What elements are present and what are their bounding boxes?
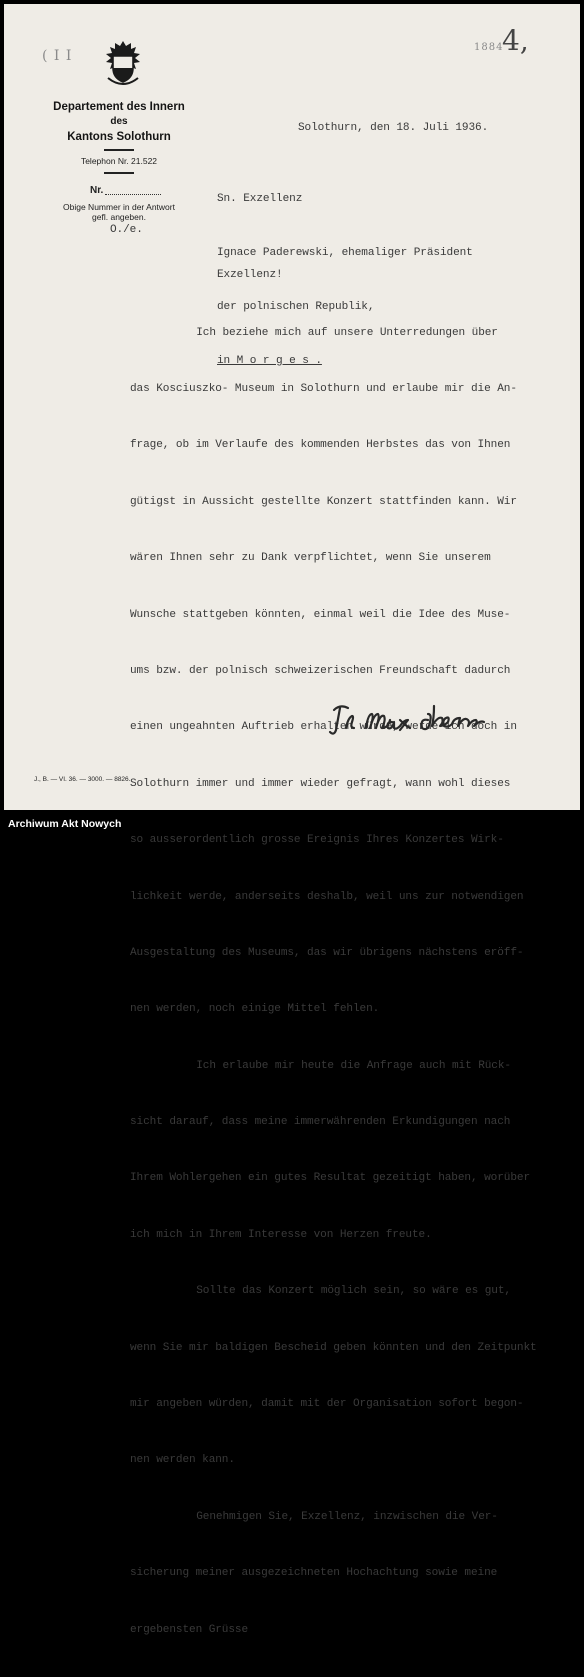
body-line: Ausgestaltung des Museums, das wir übrigens nächstens eröff- xyxy=(130,946,524,959)
dept-name-line1: Departement des Innern xyxy=(53,101,185,113)
body-line: sicherung meiner ausgezeichneten Hochachtung sowie meine xyxy=(130,1567,498,1580)
body-line: nen werden, noch einige Mittel fehlen. xyxy=(130,1003,380,1016)
recipient-line: der polnischen Republik, xyxy=(217,301,375,313)
reply-note-line1: Obige Nummer in der Antwort xyxy=(63,202,175,212)
phone-number: Telephon Nr. 21.522 xyxy=(80,156,158,166)
salutation: Exzellenz! xyxy=(217,269,283,281)
date-line: Solothurn, den 18. Juli 1936. xyxy=(298,122,489,134)
pencil-page-number: 4, xyxy=(502,24,529,57)
body-line: das Kosciuszko- Museum in Solothurn und erlaube mir die An- xyxy=(130,382,517,395)
recipient-line: Ignace Paderewski, ehemaliger Präsident xyxy=(217,247,473,259)
archive-caption: Archiwum Akt Nowych xyxy=(8,818,122,830)
body-line: lichkeit werde, anderseits deshalb, weil uns zur notwendigen xyxy=(130,890,524,903)
body-line: wenn Sie mir baldigen Bescheid geben könnten und den Zeitpunkt xyxy=(130,1341,537,1354)
dept-name-line2: des xyxy=(110,116,128,127)
pencil-mark-top-left: ( I I xyxy=(42,48,73,64)
letterhead-divider xyxy=(104,149,134,151)
body-line: ich mich in Ihrem Interesse von Herzen freute. xyxy=(130,1228,432,1241)
body-line: wären Ihnen sehr zu Dank verpflichtet, wenn Sie unserem xyxy=(130,552,491,565)
pencil-mark-number: 1884 xyxy=(474,42,504,53)
recipient-line: in M o r g e s . xyxy=(217,355,322,367)
body-line: Wunsche stattgeben könnten, einmal weil die Idee des Muse- xyxy=(130,608,511,621)
body-line: Ihrem Wohlergehen ein gutes Resultat gezeitigt haben, worüber xyxy=(130,1172,530,1185)
body-line: einen ungeahnten Auftrieb erhalten würde, werde ich doch in xyxy=(130,721,517,734)
reference-code: O./e. xyxy=(110,224,143,236)
body-line: mir angeben würden, damit mit der Organisation sofort begon- xyxy=(130,1398,524,1411)
body-line: Sollte das Konzert möglich sein, so wäre es gut, xyxy=(170,1285,511,1298)
body-line: ergebensten Grüsse xyxy=(130,1623,249,1636)
print-code: J., B. — VI. 36. — 3000. — 8826. xyxy=(34,776,131,783)
body-line: frage, ob im Verlaufe des kommenden Herbstes das von Ihnen xyxy=(130,439,511,452)
signature-icon xyxy=(330,698,494,738)
body-line: Genehmigen Sie, Exzellenz, inzwischen die Ver- xyxy=(170,1510,498,1523)
body-line: sicht darauf, dass meine immerwährenden Erkundigungen nach xyxy=(130,1116,511,1129)
letter-body xyxy=(130,286,537,1677)
letterhead-divider-2 xyxy=(104,172,134,174)
body-line: ums bzw. der polnisch schweizerischen Freundschaft dadurch xyxy=(130,664,511,677)
coat-of-arms-icon xyxy=(100,38,146,92)
handwritten-signature xyxy=(330,698,494,738)
body-line: nen werden kann. xyxy=(130,1454,235,1467)
body-line: Ich beziehe mich auf unsere Unterredungen über xyxy=(170,326,498,339)
dept-name-line3: Kantons Solothurn xyxy=(67,131,171,143)
body-line: so ausserordentlich grosse Ereignis Ihres Konzertes Wirk- xyxy=(130,834,504,847)
body-line: Solothurn immer und immer wieder gefragt, wann wohl dieses xyxy=(130,777,511,790)
coat-of-arms-emblem xyxy=(100,38,146,92)
reply-note-line2: gefl. angeben. xyxy=(92,212,146,222)
nr-label: Nr. xyxy=(90,185,104,196)
recipient-line: Sn. Exzellenz xyxy=(217,193,303,205)
body-line: gütigst in Aussicht gestellte Konzert stattfinden kann. Wir xyxy=(130,495,517,508)
nr-field-line xyxy=(105,194,161,195)
body-line: Ich erlaube mir heute die Anfrage auch mit Rück- xyxy=(170,1059,511,1072)
